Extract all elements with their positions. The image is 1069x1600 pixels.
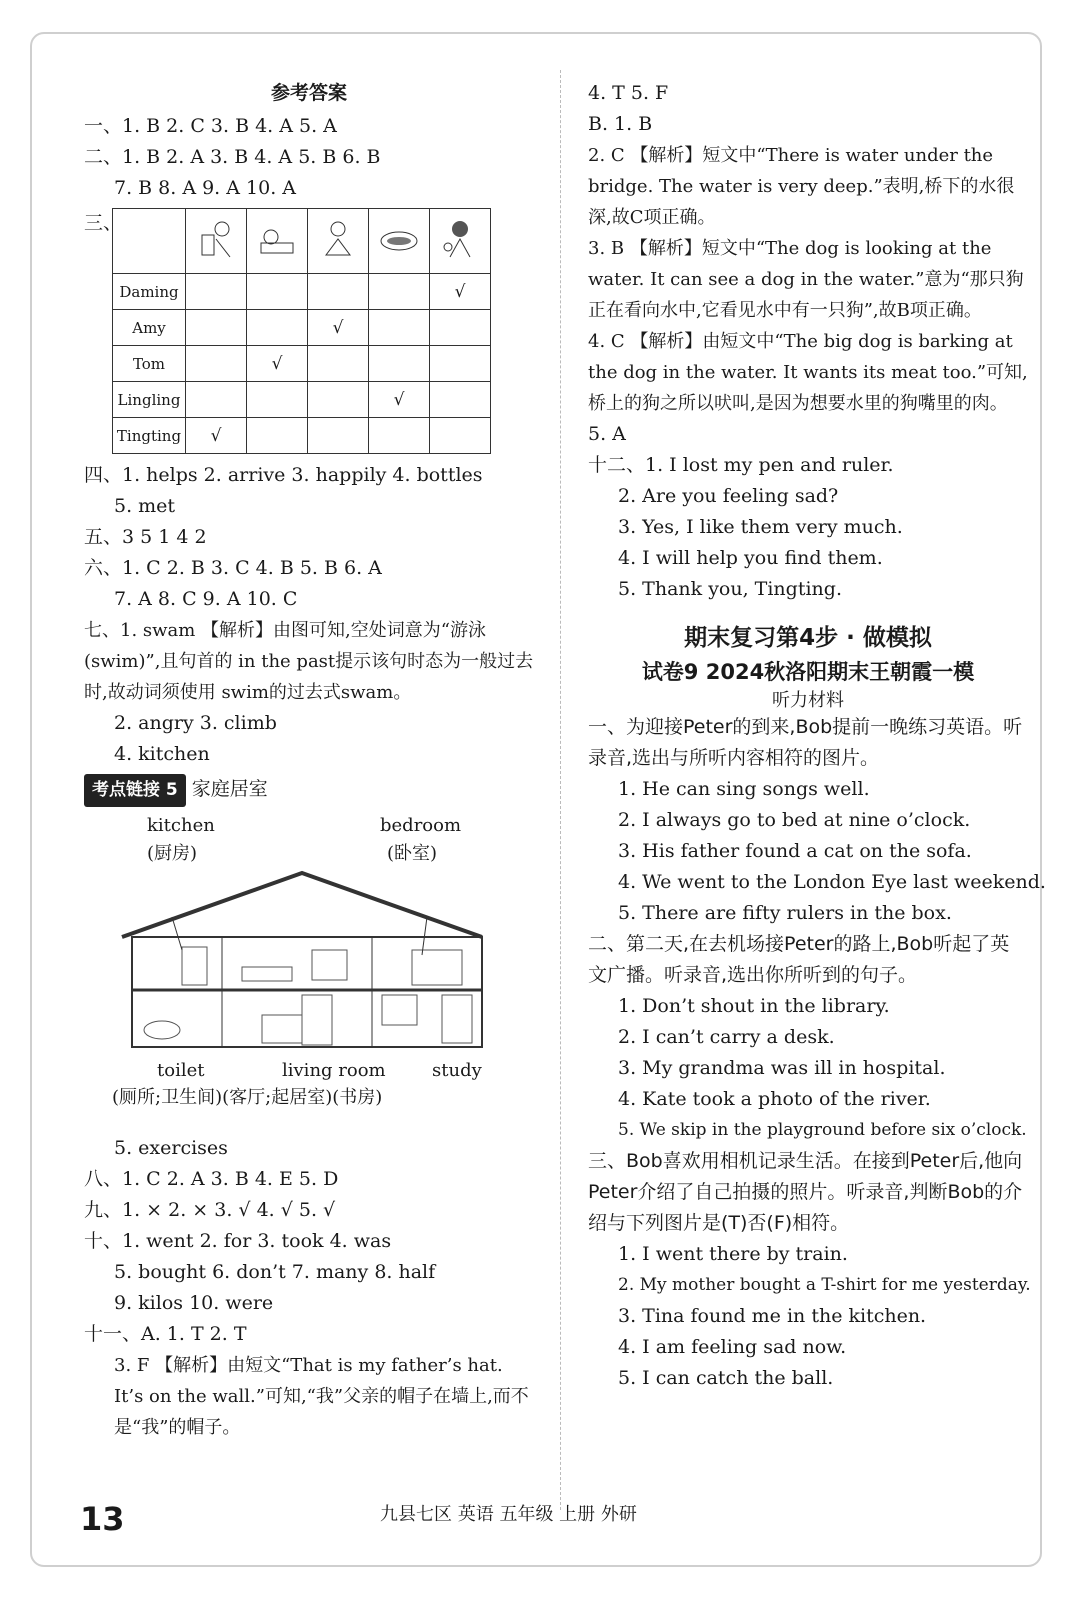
sec11b: 3. F 【解析】由短文“That is my father’s hat. It’s on the wall.”可知,“我”父亲的帽子在墙上,而不是“我”的帽子。 <box>114 1355 529 1438</box>
q3: 三、Bob喜欢用相机记录生活。在接到Peter后,他向Peter介绍了自己拍摄的照片。听录音,判断Bob的介绍与下列图片是(T)否(F)相符。 <box>588 1150 1023 1234</box>
q2-item: 3. My grandma was ill in hospital. <box>618 1057 946 1079</box>
pic-1 <box>186 209 247 274</box>
answer-cell <box>247 274 308 310</box>
answer-cell <box>430 418 491 454</box>
label-bedroom-cn: (卧室) <box>387 843 438 864</box>
sec11a: 十一、A. 1. T 2. T <box>84 1323 247 1345</box>
sec9: 九、1. × 2. × 3. √ 4. √ 5. √ <box>84 1199 336 1221</box>
label-kitchen-cn: (厨房) <box>147 843 198 864</box>
row-name: Lingling <box>113 382 186 418</box>
table-row <box>113 310 491 346</box>
answer-cell <box>430 382 491 418</box>
label-study: study <box>432 1060 482 1081</box>
answer-cell <box>369 346 430 382</box>
right-column <box>588 78 1046 1394</box>
pic-3 <box>308 209 369 274</box>
page-number: 13 <box>80 1500 125 1538</box>
house-diagram <box>112 815 512 1108</box>
answer-cell <box>430 310 491 346</box>
answer-cell <box>247 310 308 346</box>
r5: 4. C 【解析】由短文中“The big dog is barking at the dog in the water. It wants its meat too.”可知,桥上的狗之所以吠叫,是因为想要水里的狗嘴里的肉。 <box>588 331 1028 414</box>
q1-item: 2. I always go to bed at nine o’clock. <box>618 809 971 831</box>
q1: 一、为迎接Peter的到来,Bob提前一晚练习英语。听录音,选出与所听内容相符的图片。 <box>588 716 1023 769</box>
sec3 <box>84 208 534 454</box>
table-row <box>113 382 491 418</box>
answer-cell <box>247 418 308 454</box>
topic-title: 家庭居室 <box>191 778 268 800</box>
r4: 3. B 【解析】短文中“The dog is looking at the water. It can see a dog in the water.”意为“那只狗正在看向水中,它看见水中有一只狗”,故B项正确。 <box>588 238 1024 321</box>
r6: 5. A <box>588 423 626 445</box>
answer-cell <box>247 382 308 418</box>
q3-item: 5. I can catch the ball. <box>618 1367 834 1389</box>
s12-3: 4. I will help you find them. <box>618 547 883 569</box>
sec7-2: 2. angry 3. climb <box>114 712 277 734</box>
label-living: living room <box>282 1060 386 1081</box>
sub-title: 试卷9 2024秋洛阳期末王朝霞一模 <box>641 660 975 684</box>
q3-item: 2. My mother bought a T-shirt for me yesterday. <box>618 1275 1031 1295</box>
row-name: Tom <box>113 346 186 382</box>
answer-cell <box>369 418 430 454</box>
answer-cell <box>186 274 247 310</box>
corner-cell <box>113 209 186 274</box>
s12-2: 3. Yes, I like them very much. <box>618 516 903 538</box>
pic-4 <box>369 209 430 274</box>
picture-row <box>113 209 491 274</box>
row-name: Tingting <box>113 418 186 454</box>
q2: 二、第二天,在去机场接Peter的路上,Bob听起了英文广播。听录音,选出你所听到的句子。 <box>588 933 1010 986</box>
answer-cell <box>308 346 369 382</box>
pic-2 <box>247 209 308 274</box>
big-title: 期末复习第4步 · 做模拟 <box>684 625 932 651</box>
answer-cell <box>308 274 369 310</box>
answer-cell: √ <box>186 418 247 454</box>
r3: 2. C 【解析】短文中“There is water under the bridge. The water is very deep.”表明,桥下的水很深,故C项正确。 <box>588 145 1015 228</box>
q3-item: 3. Tina found me in the kitchen. <box>618 1305 927 1327</box>
label-bottom-cn: (厕所;卫生间)(客厅;起居室)(书房) <box>112 1087 383 1108</box>
footer-text: 九县七区 英语 五年级 上册 外研 <box>380 1504 637 1525</box>
sec6b: 7. A 8. C 9. A 10. C <box>114 588 298 610</box>
answer-cell <box>308 418 369 454</box>
sec8: 八、1. C 2. A 3. B 4. E 5. D <box>84 1168 339 1190</box>
q3-item: 1. I went there by train. <box>618 1243 848 1265</box>
answer-cell <box>308 382 369 418</box>
answer-cell: √ <box>430 274 491 310</box>
table-row <box>113 274 491 310</box>
sec10b: 5. bought 6. don’t 7. many 8. half <box>114 1261 436 1283</box>
listening-title: 听力材料 <box>772 690 844 711</box>
sec10a: 十、1. went 2. for 3. took 4. was <box>84 1230 392 1252</box>
r1: 4. T 5. F <box>588 82 669 104</box>
sec1: 一、1. B 2. C 3. B 4. A 5. A <box>84 115 337 137</box>
column-divider <box>560 70 561 1510</box>
topic-badge: 考点链接 5 <box>84 774 186 807</box>
label-kitchen: kitchen <box>147 815 215 836</box>
answer-cell <box>186 346 247 382</box>
sec2a: 二、1. B 2. A 3. B 4. A 5. B 6. B <box>84 146 381 168</box>
sec4b: 5. met <box>114 495 176 517</box>
answer-cell <box>430 346 491 382</box>
left-column <box>84 78 534 1443</box>
s12-4: 5. Thank you, Tingting. <box>618 578 842 600</box>
sec6a: 六、1. C 2. B 3. C 4. B 5. B 6. A <box>84 557 382 579</box>
answer-cell <box>186 382 247 418</box>
answer-cell <box>369 310 430 346</box>
sec2b: 7. B 8. A 9. A 10. A <box>114 177 297 199</box>
q1-item: 5. There are fifty rulers in the box. <box>618 902 952 924</box>
label-toilet: toilet <box>157 1060 205 1081</box>
sec7-5: 5. exercises <box>114 1137 228 1159</box>
q2-item: 2. I can’t carry a desk. <box>618 1026 835 1048</box>
sec4a: 四、1. helps 2. arrive 3. happily 4. bottles <box>84 464 483 486</box>
q1-item: 4. We went to the London Eye last weekend. <box>618 871 1046 893</box>
q2-item: 4. Kate took a photo of the river. <box>618 1088 931 1110</box>
answer-title: 参考答案 <box>270 82 347 104</box>
s12-1: 2. Are you feeling sad? <box>618 485 839 507</box>
q3-item: 4. I am feeling sad now. <box>618 1336 847 1358</box>
row-name: Amy <box>113 310 186 346</box>
q2-item: 1. Don’t shout in the library. <box>618 995 890 1017</box>
q1-item: 1. He can sing songs well. <box>618 778 870 800</box>
pic-5 <box>430 209 491 274</box>
sec10c: 9. kilos 10. were <box>114 1292 274 1314</box>
table-row <box>113 346 491 382</box>
r2: B. 1. B <box>588 113 653 135</box>
answer-cell <box>186 310 247 346</box>
sec5: 五、3 5 1 4 2 <box>84 526 207 548</box>
sec7-4: 4. kitchen <box>114 743 210 765</box>
label-bedroom: bedroom <box>380 815 462 836</box>
answer-cell: √ <box>308 310 369 346</box>
row-name: Daming <box>113 274 186 310</box>
s12-0: 十二、1. I lost my pen and ruler. <box>588 454 894 476</box>
answer-cell: √ <box>247 346 308 382</box>
q2-item: 5. We skip in the playground before six o’clock. <box>618 1120 1027 1140</box>
q1-item: 3. His father found a cat on the sofa. <box>618 840 972 862</box>
house-drawing <box>112 855 512 1065</box>
answer-cell <box>369 274 430 310</box>
sec7-1: 七、1. swam 【解析】由图可知,空处词意为“游泳(swim)”,且句首的 in the past提示该句时态为一般过去时,故动词须使用 swim的过去式swam。 <box>84 620 534 703</box>
sec3-label: 三、 <box>84 212 123 234</box>
answer-cell: √ <box>369 382 430 418</box>
topic-link <box>84 774 534 807</box>
table-row <box>113 418 491 454</box>
answer-table <box>112 208 491 454</box>
